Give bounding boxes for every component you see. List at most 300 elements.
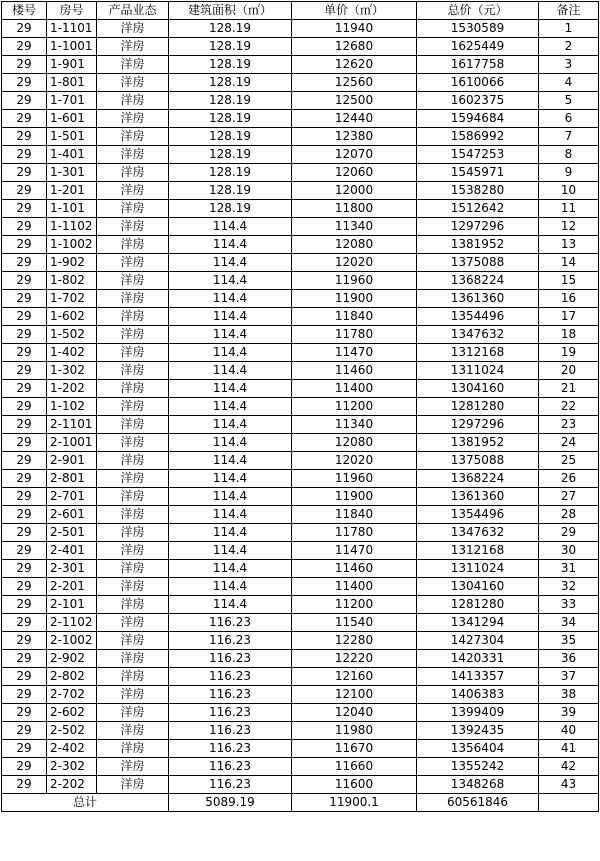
cell-unit-price: 11660 [292, 758, 417, 776]
cell-building: 29 [2, 722, 47, 740]
cell-building: 29 [2, 128, 47, 146]
cell-room: 1-1001 [47, 38, 97, 56]
cell-area: 116.23 [169, 758, 292, 776]
cell-area: 114.4 [169, 344, 292, 362]
cell-building: 29 [2, 758, 47, 776]
table-row [2, 128, 599, 146]
cell-product-type: 洋房 [97, 74, 169, 92]
cell-total-price: 1392435 [417, 722, 539, 740]
header-total-price: 总价（元） [417, 2, 539, 20]
cell-product-type: 洋房 [97, 596, 169, 614]
cell-total-price: 1538280 [417, 182, 539, 200]
cell-building: 29 [2, 524, 47, 542]
cell-total-price: 1312168 [417, 542, 539, 560]
cell-building: 29 [2, 776, 47, 794]
table-row [2, 398, 599, 416]
cell-note: 36 [539, 650, 599, 668]
cell-area: 114.4 [169, 542, 292, 560]
cell-building: 29 [2, 164, 47, 182]
table-row [2, 758, 599, 776]
cell-product-type: 洋房 [97, 380, 169, 398]
cell-product-type: 洋房 [97, 110, 169, 128]
cell-area: 116.23 [169, 776, 292, 794]
cell-room: 1-402 [47, 344, 97, 362]
cell-note: 42 [539, 758, 599, 776]
table-row [2, 380, 599, 398]
cell-building: 29 [2, 200, 47, 218]
cell-room: 2-402 [47, 740, 97, 758]
cell-note: 12 [539, 218, 599, 236]
cell-unit-price: 11540 [292, 614, 417, 632]
cell-room: 1-302 [47, 362, 97, 380]
cell-room: 1-1101 [47, 20, 97, 38]
cell-total-price: 1406383 [417, 686, 539, 704]
cell-room: 2-201 [47, 578, 97, 596]
cell-product-type: 洋房 [97, 362, 169, 380]
cell-room: 1-501 [47, 128, 97, 146]
header-unit-price: 单价（㎡） [292, 2, 417, 20]
cell-note: 2 [539, 38, 599, 56]
cell-room: 1-702 [47, 290, 97, 308]
cell-note: 20 [539, 362, 599, 380]
cell-unit-price: 11200 [292, 398, 417, 416]
cell-unit-price: 12160 [292, 668, 417, 686]
cell-area: 114.4 [169, 452, 292, 470]
cell-total-price: 1311024 [417, 362, 539, 380]
cell-total-price: 1368224 [417, 272, 539, 290]
cell-building: 29 [2, 362, 47, 380]
cell-building: 29 [2, 74, 47, 92]
cell-room: 2-502 [47, 722, 97, 740]
cell-note: 17 [539, 308, 599, 326]
cell-building: 29 [2, 290, 47, 308]
cell-room: 2-202 [47, 776, 97, 794]
cell-product-type: 洋房 [97, 146, 169, 164]
cell-area: 116.23 [169, 722, 292, 740]
cell-product-type: 洋房 [97, 218, 169, 236]
cell-note: 10 [539, 182, 599, 200]
cell-product-type: 洋房 [97, 254, 169, 272]
cell-note: 26 [539, 470, 599, 488]
cell-total-price: 1347632 [417, 326, 539, 344]
cell-unit-price: 12280 [292, 632, 417, 650]
cell-area: 114.4 [169, 254, 292, 272]
cell-total-price: 1347632 [417, 524, 539, 542]
cell-room: 2-901 [47, 452, 97, 470]
cell-product-type: 洋房 [97, 758, 169, 776]
cell-product-type: 洋房 [97, 290, 169, 308]
total-label: 总计 [2, 794, 169, 812]
cell-note: 37 [539, 668, 599, 686]
cell-room: 1-201 [47, 182, 97, 200]
cell-room: 2-902 [47, 650, 97, 668]
cell-room: 1-102 [47, 398, 97, 416]
cell-room: 2-802 [47, 668, 97, 686]
cell-product-type: 洋房 [97, 326, 169, 344]
header-building: 楼号 [2, 2, 47, 20]
header-area: 建筑面积（㎡） [169, 2, 292, 20]
table-row [2, 506, 599, 524]
cell-building: 29 [2, 20, 47, 38]
cell-room: 2-702 [47, 686, 97, 704]
cell-total-price: 1610066 [417, 74, 539, 92]
cell-room: 1-801 [47, 74, 97, 92]
table-row [2, 182, 599, 200]
cell-product-type: 洋房 [97, 416, 169, 434]
total-row [2, 794, 599, 812]
cell-total-price: 1355242 [417, 758, 539, 776]
cell-room: 1-701 [47, 92, 97, 110]
cell-area: 128.19 [169, 164, 292, 182]
cell-room: 2-601 [47, 506, 97, 524]
cell-area: 128.19 [169, 146, 292, 164]
cell-unit-price: 11840 [292, 506, 417, 524]
header-row [2, 2, 599, 20]
cell-total-price: 1375088 [417, 254, 539, 272]
cell-building: 29 [2, 704, 47, 722]
cell-total-price: 1381952 [417, 236, 539, 254]
cell-total-price: 1375088 [417, 452, 539, 470]
table-row [2, 488, 599, 506]
table-row [2, 452, 599, 470]
cell-product-type: 洋房 [97, 308, 169, 326]
table-row [2, 344, 599, 362]
table-row [2, 164, 599, 182]
table-row [2, 236, 599, 254]
cell-room: 1-101 [47, 200, 97, 218]
cell-unit-price: 12020 [292, 254, 417, 272]
cell-note: 31 [539, 560, 599, 578]
cell-unit-price: 11900 [292, 488, 417, 506]
cell-total-price: 1297296 [417, 218, 539, 236]
cell-unit-price: 11780 [292, 524, 417, 542]
cell-product-type: 洋房 [97, 38, 169, 56]
cell-total-price: 1381952 [417, 434, 539, 452]
cell-note: 4 [539, 74, 599, 92]
table-row [2, 92, 599, 110]
cell-note: 40 [539, 722, 599, 740]
cell-note: 24 [539, 434, 599, 452]
cell-area: 116.23 [169, 686, 292, 704]
cell-product-type: 洋房 [97, 200, 169, 218]
cell-room: 1-901 [47, 56, 97, 74]
table-row [2, 272, 599, 290]
cell-note: 28 [539, 506, 599, 524]
cell-total-price: 1602375 [417, 92, 539, 110]
cell-total-price: 1354496 [417, 308, 539, 326]
cell-note: 23 [539, 416, 599, 434]
cell-note: 33 [539, 596, 599, 614]
cell-area: 114.4 [169, 578, 292, 596]
cell-product-type: 洋房 [97, 470, 169, 488]
cell-product-type: 洋房 [97, 92, 169, 110]
table-row [2, 308, 599, 326]
cell-building: 29 [2, 38, 47, 56]
cell-product-type: 洋房 [97, 272, 169, 290]
cell-product-type: 洋房 [97, 776, 169, 794]
cell-total-price: 1586992 [417, 128, 539, 146]
cell-total-price: 1361360 [417, 290, 539, 308]
cell-area: 116.23 [169, 704, 292, 722]
cell-room: 1-301 [47, 164, 97, 182]
cell-unit-price: 11800 [292, 200, 417, 218]
cell-room: 2-1001 [47, 434, 97, 452]
table-row [2, 110, 599, 128]
cell-room: 2-1102 [47, 614, 97, 632]
cell-note: 7 [539, 128, 599, 146]
table-row [2, 560, 599, 578]
total-area: 5089.19 [169, 794, 292, 812]
cell-room: 1-802 [47, 272, 97, 290]
table-row [2, 74, 599, 92]
cell-area: 116.23 [169, 632, 292, 650]
cell-unit-price: 12560 [292, 74, 417, 92]
cell-building: 29 [2, 398, 47, 416]
cell-product-type: 洋房 [97, 704, 169, 722]
cell-note: 32 [539, 578, 599, 596]
cell-building: 29 [2, 272, 47, 290]
cell-total-price: 1356404 [417, 740, 539, 758]
cell-building: 29 [2, 110, 47, 128]
cell-unit-price: 12080 [292, 236, 417, 254]
cell-unit-price: 12380 [292, 128, 417, 146]
cell-room: 2-401 [47, 542, 97, 560]
cell-product-type: 洋房 [97, 524, 169, 542]
cell-area: 114.4 [169, 326, 292, 344]
table-row [2, 722, 599, 740]
cell-note: 14 [539, 254, 599, 272]
table-body [2, 20, 599, 794]
cell-unit-price: 11900 [292, 290, 417, 308]
price-table [1, 1, 599, 812]
table-row [2, 416, 599, 434]
cell-building: 29 [2, 596, 47, 614]
cell-note: 21 [539, 380, 599, 398]
cell-product-type: 洋房 [97, 344, 169, 362]
cell-total-price: 1304160 [417, 380, 539, 398]
cell-area: 114.4 [169, 398, 292, 416]
table-row [2, 326, 599, 344]
cell-area: 116.23 [169, 740, 292, 758]
table-row [2, 470, 599, 488]
cell-room: 2-501 [47, 524, 97, 542]
cell-unit-price: 12440 [292, 110, 417, 128]
header-room: 房号 [47, 2, 97, 20]
cell-total-price: 1512642 [417, 200, 539, 218]
table-row [2, 38, 599, 56]
cell-building: 29 [2, 668, 47, 686]
table-row [2, 290, 599, 308]
table-row [2, 650, 599, 668]
cell-note: 13 [539, 236, 599, 254]
cell-product-type: 洋房 [97, 632, 169, 650]
cell-note: 11 [539, 200, 599, 218]
cell-total-price: 1304160 [417, 578, 539, 596]
cell-total-price: 1311024 [417, 560, 539, 578]
cell-product-type: 洋房 [97, 452, 169, 470]
table-row [2, 200, 599, 218]
cell-note: 30 [539, 542, 599, 560]
cell-area: 114.4 [169, 218, 292, 236]
cell-note: 27 [539, 488, 599, 506]
cell-product-type: 洋房 [97, 20, 169, 38]
cell-product-type: 洋房 [97, 578, 169, 596]
cell-note: 19 [539, 344, 599, 362]
header-product-type: 产品业态 [97, 2, 169, 20]
cell-total-price: 1547253 [417, 146, 539, 164]
cell-area: 128.19 [169, 92, 292, 110]
cell-unit-price: 12620 [292, 56, 417, 74]
cell-total-price: 1625449 [417, 38, 539, 56]
table-row [2, 20, 599, 38]
cell-unit-price: 12220 [292, 650, 417, 668]
table-row [2, 542, 599, 560]
table-row [2, 614, 599, 632]
cell-building: 29 [2, 236, 47, 254]
table-row [2, 56, 599, 74]
cell-total-price: 1281280 [417, 596, 539, 614]
cell-note: 39 [539, 704, 599, 722]
cell-unit-price: 11600 [292, 776, 417, 794]
cell-area: 114.4 [169, 272, 292, 290]
cell-room: 1-502 [47, 326, 97, 344]
cell-product-type: 洋房 [97, 128, 169, 146]
cell-product-type: 洋房 [97, 560, 169, 578]
table-row [2, 218, 599, 236]
cell-building: 29 [2, 326, 47, 344]
cell-unit-price: 11980 [292, 722, 417, 740]
cell-unit-price: 11840 [292, 308, 417, 326]
cell-room: 2-101 [47, 596, 97, 614]
cell-note: 18 [539, 326, 599, 344]
cell-product-type: 洋房 [97, 740, 169, 758]
cell-note: 8 [539, 146, 599, 164]
table-row [2, 578, 599, 596]
cell-total-price: 1348268 [417, 776, 539, 794]
cell-unit-price: 12060 [292, 164, 417, 182]
cell-room: 1-602 [47, 308, 97, 326]
cell-building: 29 [2, 542, 47, 560]
total-price: 60561846 [417, 794, 539, 812]
cell-room: 1-902 [47, 254, 97, 272]
cell-building: 29 [2, 488, 47, 506]
cell-unit-price: 12070 [292, 146, 417, 164]
cell-area: 128.19 [169, 38, 292, 56]
cell-product-type: 洋房 [97, 668, 169, 686]
cell-building: 29 [2, 506, 47, 524]
cell-note: 3 [539, 56, 599, 74]
cell-unit-price: 11940 [292, 20, 417, 38]
cell-area: 116.23 [169, 668, 292, 686]
cell-note: 29 [539, 524, 599, 542]
cell-building: 29 [2, 632, 47, 650]
cell-unit-price: 12040 [292, 704, 417, 722]
cell-note: 34 [539, 614, 599, 632]
cell-product-type: 洋房 [97, 650, 169, 668]
cell-total-price: 1281280 [417, 398, 539, 416]
cell-building: 29 [2, 92, 47, 110]
cell-building: 29 [2, 146, 47, 164]
cell-area: 114.4 [169, 596, 292, 614]
cell-total-price: 1399409 [417, 704, 539, 722]
cell-total-price: 1420331 [417, 650, 539, 668]
cell-note: 22 [539, 398, 599, 416]
cell-room: 1-401 [47, 146, 97, 164]
cell-area: 114.4 [169, 308, 292, 326]
cell-room: 1-202 [47, 380, 97, 398]
total-note [539, 794, 599, 812]
cell-product-type: 洋房 [97, 722, 169, 740]
cell-unit-price: 12680 [292, 38, 417, 56]
cell-total-price: 1594684 [417, 110, 539, 128]
cell-unit-price: 11400 [292, 380, 417, 398]
cell-product-type: 洋房 [97, 164, 169, 182]
table-row [2, 254, 599, 272]
cell-note: 41 [539, 740, 599, 758]
table-row [2, 524, 599, 542]
cell-note: 35 [539, 632, 599, 650]
cell-building: 29 [2, 344, 47, 362]
cell-area: 114.4 [169, 290, 292, 308]
cell-area: 114.4 [169, 434, 292, 452]
cell-total-price: 1413357 [417, 668, 539, 686]
cell-note: 16 [539, 290, 599, 308]
table-row [2, 776, 599, 794]
cell-area: 114.4 [169, 236, 292, 254]
cell-note: 9 [539, 164, 599, 182]
table-row [2, 740, 599, 758]
header-note: 备注 [539, 2, 599, 20]
cell-unit-price: 11400 [292, 578, 417, 596]
cell-product-type: 洋房 [97, 686, 169, 704]
table-row [2, 146, 599, 164]
cell-area: 128.19 [169, 110, 292, 128]
cell-unit-price: 11470 [292, 344, 417, 362]
table-row [2, 362, 599, 380]
cell-area: 114.4 [169, 488, 292, 506]
cell-area: 128.19 [169, 20, 292, 38]
cell-area: 114.4 [169, 416, 292, 434]
cell-total-price: 1617758 [417, 56, 539, 74]
cell-unit-price: 12000 [292, 182, 417, 200]
cell-area: 128.19 [169, 74, 292, 92]
cell-unit-price: 11340 [292, 218, 417, 236]
cell-note: 15 [539, 272, 599, 290]
cell-total-price: 1427304 [417, 632, 539, 650]
table-row [2, 434, 599, 452]
cell-unit-price: 12080 [292, 434, 417, 452]
cell-total-price: 1354496 [417, 506, 539, 524]
cell-building: 29 [2, 452, 47, 470]
cell-area: 116.23 [169, 650, 292, 668]
cell-room: 2-801 [47, 470, 97, 488]
cell-area: 128.19 [169, 56, 292, 74]
cell-area: 116.23 [169, 614, 292, 632]
cell-unit-price: 11960 [292, 272, 417, 290]
cell-note: 5 [539, 92, 599, 110]
cell-building: 29 [2, 380, 47, 398]
cell-note: 43 [539, 776, 599, 794]
table-row [2, 704, 599, 722]
cell-total-price: 1361360 [417, 488, 539, 506]
cell-area: 114.4 [169, 560, 292, 578]
cell-unit-price: 11460 [292, 362, 417, 380]
cell-total-price: 1530589 [417, 20, 539, 38]
cell-building: 29 [2, 56, 47, 74]
cell-note: 25 [539, 452, 599, 470]
cell-area: 114.4 [169, 506, 292, 524]
cell-unit-price: 11960 [292, 470, 417, 488]
